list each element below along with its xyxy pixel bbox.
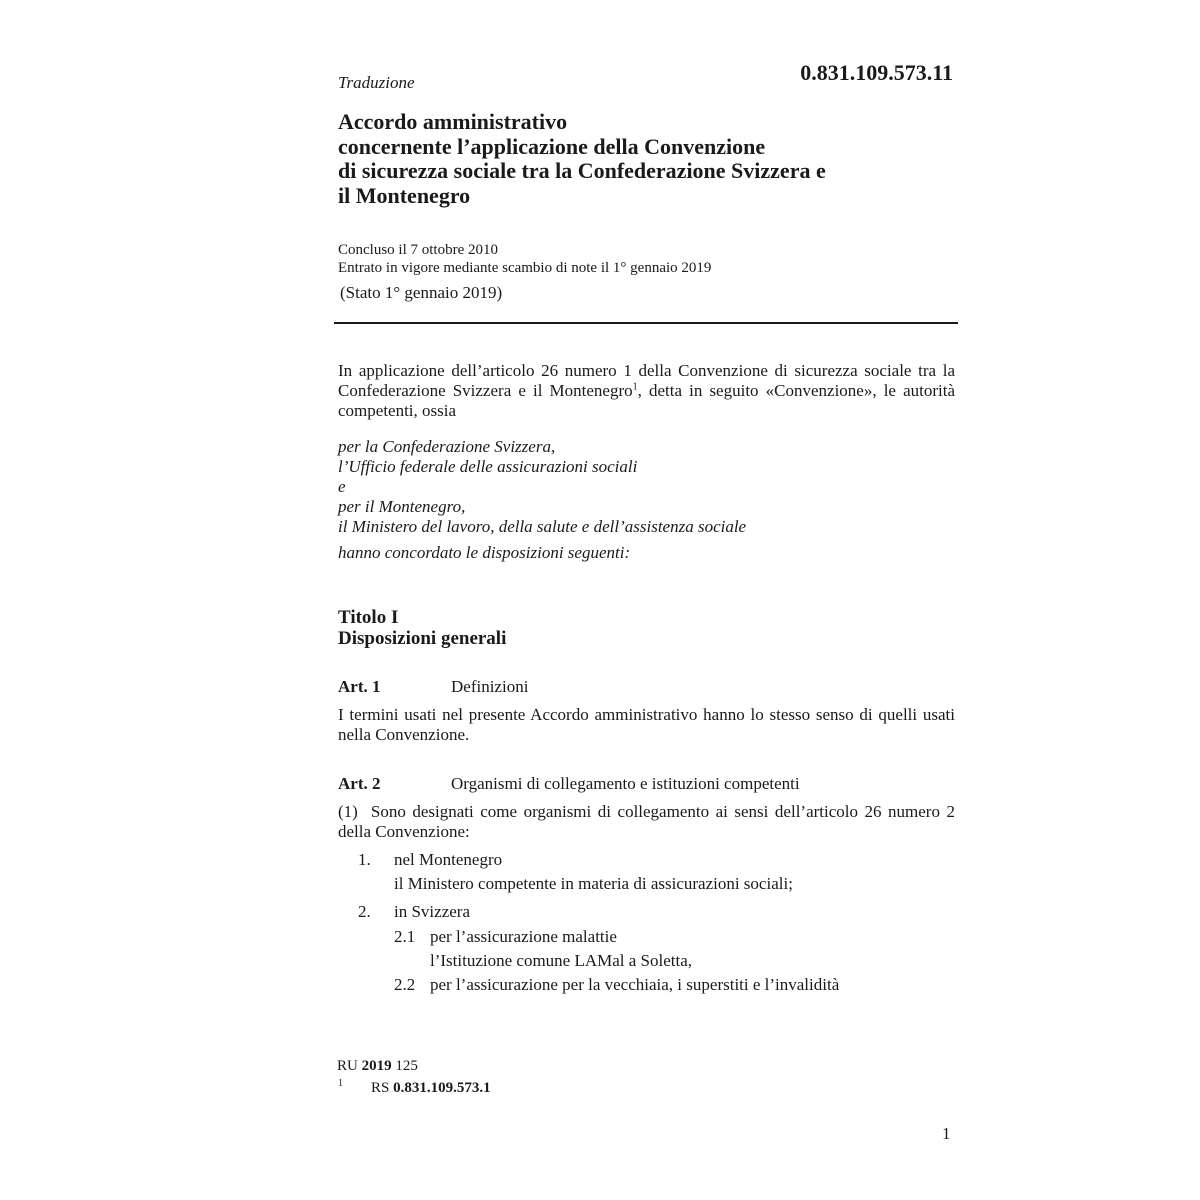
title-line: Accordo amministrativo (338, 109, 568, 134)
ru-year: 2019 (361, 1058, 392, 1074)
sublist-item-text: per l’assicurazione malattie (430, 927, 617, 946)
ru-page: 125 (395, 1058, 418, 1074)
title-line: concernente l’applicazione della Convenzione (338, 133, 766, 159)
parties-block (338, 437, 746, 537)
concluded-date: Concluso il 7 ottobre 2010 (338, 242, 498, 258)
section-number: Titolo I (338, 607, 399, 628)
sublist-item-text: per l’assicurazione per la vecchiaia, i superstiti e l’invalidità (430, 975, 840, 994)
party-line: per la Confederazione Svizzera, (338, 437, 556, 456)
sublist-item-number: 2.2 (394, 975, 416, 994)
intro-paragraph (338, 361, 955, 421)
party-line: l’Ufficio federale delle assicurazioni sociali (338, 457, 638, 476)
article-2-name: Organismi di collegamento e istituzioni competenti (451, 774, 800, 793)
article-1-text: I termini usati nel presente Accordo amministrativo hanno lo stesso senso di quelli usati nella Convenzione. (338, 705, 955, 744)
party-line: il Ministero del lavoro, della salute e dell’assistenza sociale (338, 517, 747, 536)
article-2-text: (1) Sono designati come organismi di collegamento ai sensi dell’articolo 26 numero 2 della Convenzione: (338, 802, 955, 841)
document-title (338, 110, 958, 208)
sublist-item-number: 2.1 (394, 927, 416, 946)
in-force-date: Entrato in vigore mediante scambio di note il 1° gennaio 2019 (338, 259, 712, 276)
section-name: Disposizioni generali (338, 628, 507, 649)
list-item-number: 1. (358, 850, 371, 869)
list-item-text: il Ministero competente in materia di assicurazioni sociali; (394, 874, 793, 893)
intro-text: In applicazione dell’articolo 26 numero 1 della Convenzione di sicurezza sociale tra la Confederazione Svizzera e il Montenegro (338, 361, 955, 400)
list-item-text: nel Montenegro (394, 850, 503, 869)
footnote-mark: 1 (338, 1078, 343, 1089)
article-2-number: Art. 2 (338, 774, 381, 793)
translation-label: Traduzione (338, 73, 415, 92)
document-meta (338, 242, 711, 277)
agreement-clause: hanno concordato le disposizioni seguenti: (338, 543, 631, 562)
footnote-reference[interactable]: 1 (632, 381, 638, 393)
article-1-number: Art. 1 (338, 677, 381, 696)
list-item-text: in Svizzera (394, 902, 470, 921)
party-line: per il Montenegro, (338, 497, 466, 516)
section-heading (338, 607, 506, 649)
footnote-text (371, 1080, 491, 1097)
sublist-item-text: l’Istituzione comune LAMal a Soletta, (430, 951, 693, 970)
list-item-number: 2. (358, 902, 371, 921)
ru-prefix: RU (337, 1058, 358, 1074)
party-line: e (338, 477, 346, 496)
title-line: di sicurezza sociale tra la Confederazione Svizzera e (338, 158, 826, 183)
rs-prefix: RS (371, 1080, 390, 1096)
page-number: 1 (942, 1124, 951, 1143)
official-compilation-reference (337, 1058, 418, 1075)
header-divider (334, 322, 958, 324)
intro-text-continued: , detta in seguito «Convenzione», le autorità competenti, ossia (338, 381, 955, 420)
status-date: (Stato 1° gennaio 2019) (340, 283, 503, 302)
title-line: il Montenegro (338, 182, 471, 208)
rs-reference: 0.831.109.573.1 (393, 1080, 491, 1096)
document-number: 0.831.109.573.11 (800, 60, 953, 85)
article-1-name: Definizioni (451, 677, 529, 696)
